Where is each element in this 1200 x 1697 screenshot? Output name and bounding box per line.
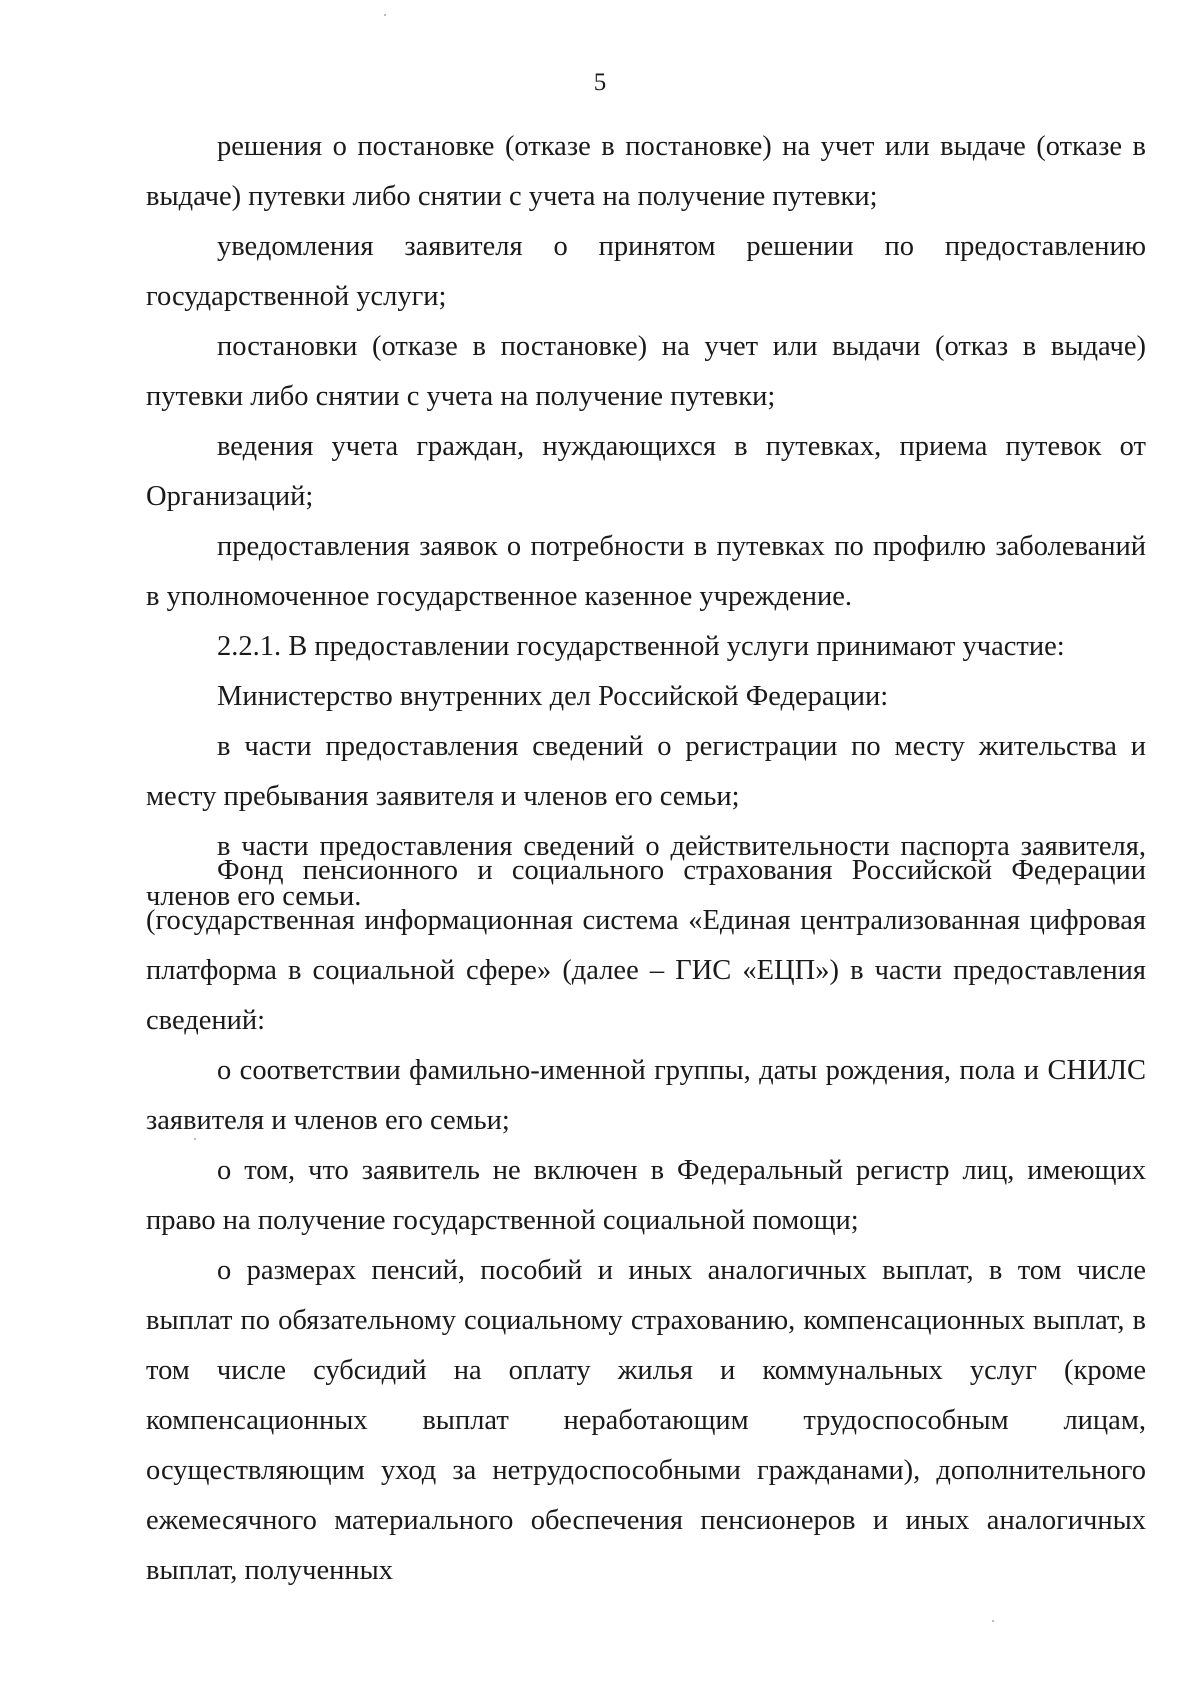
paragraph-snils-match: о соответствии фамильно-именной группы, даты рождения, пола и СНИЛС заявителя и членов его семьи; [146,1055,1146,1136]
paragraph-registration-issue: постановки (отказе в постановке) на учет или выдачи (отказ в выдаче) путевки либо снятии с учета на получение путевки; [146,331,1146,412]
paragraph-applicant-notification: уведомления заявителя о принятом решении по предоставлению государственной услуги; [146,231,1146,312]
paragraph-section-2-2-1: 2.2.1. В предоставлении государственной услуги принимают участие: [217,631,1065,662]
text-block-upper [146,122,1146,922]
paragraph-registration-info: в части предоставления сведений о регистрации по месту жительства и месту пребывания заявителя и членов его семьи; [146,731,1146,812]
paragraph-citizen-accounting: ведения учета граждан, нуждающихся в путевках, приема путевок от Организаций; [146,431,1146,512]
scan-speck [384,14,386,16]
paragraph-applications-submission: предоставления заявок о потребности в путевках по профилю заболеваний в уполномоченное государственное казенное учреждение. [146,531,1146,612]
scan-speck [194,1138,196,1140]
paragraph-pension-amounts: о размерах пенсий, пособий и иных аналогичных выплат, в том числе выплат по обязательному социальному страхованию, компенсационных выплат, в том числе субсидий на оплату жилья и коммунальных услуг (кроме компенсационных выплат неработающим трудоспособным лицам, осуществляющим уход за нетрудоспособными гражданами), дополнительного ежемесячного материального обеспечения пенсионеров и иных аналогичных выплат, полученных [146,1255,1146,1586]
paragraph-decision-registration: решения о постановке (отказе в постановке) на учет или выдаче (отказе в выдаче) путевки либо снятии с учета на получение путевки; [146,131,1146,212]
paragraph-ministry-interior: Министерство внутренних дел Российской Федерации: [217,681,889,712]
paragraph-federal-register: о том, что заявитель не включен в Федеральный регистр лиц, имеющих право на получение государственной социальной помощи; [146,1155,1146,1236]
page-number: 5 [593,69,607,96]
paragraph-pension-fund: Фонд пенсионного и социального страхования Российской Федерации (государственная информационная система «Единая централизованная цифровая платформа в социальной сфере» (далее – ГИС «ЕЦП») в части предоставления сведений: [146,855,1146,1036]
text-block-lower [146,846,1146,1596]
scan-speck [992,1620,994,1622]
paragraph-passport-validity: в части предоставления сведений о действительности паспорта заявителя, членов его семьи. [146,831,1146,912]
